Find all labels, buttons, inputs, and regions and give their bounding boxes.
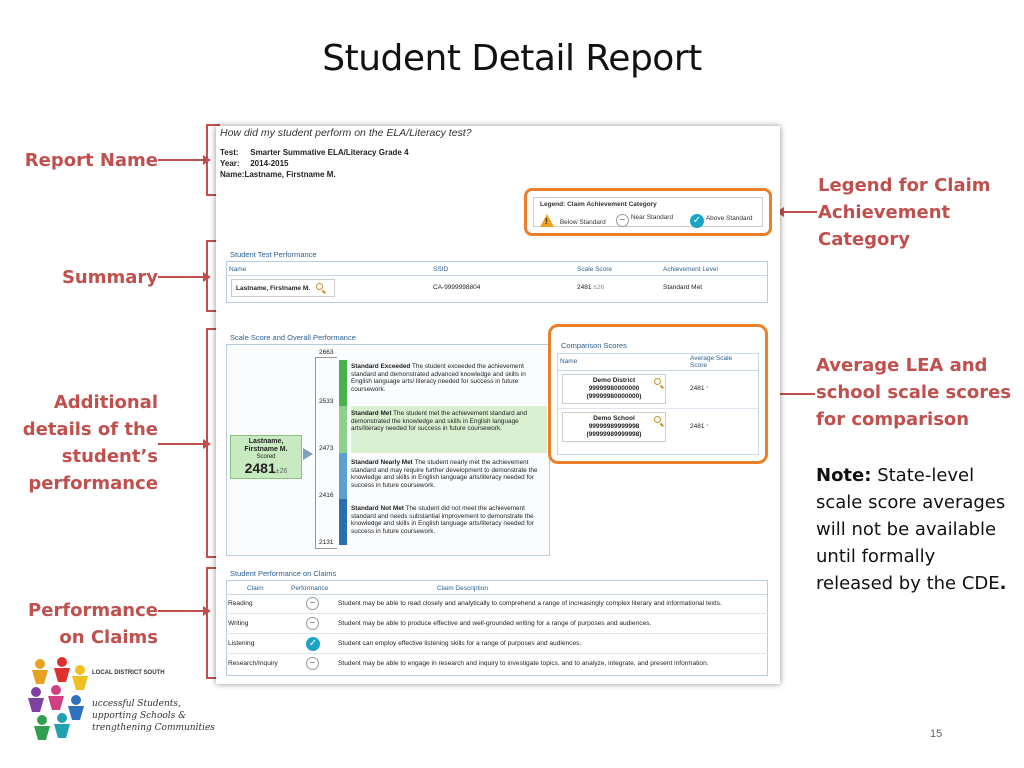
report-question: How did my student perform on the ELA/Literacy test? xyxy=(220,127,472,139)
claim-description: Student can employ effective listening skills for a range of purposes and audiences. xyxy=(338,640,582,647)
note-label: Note: xyxy=(816,465,872,486)
callout-legend-line2: Achievement xyxy=(818,202,951,223)
scale-title: Scale Score and Overall Performance xyxy=(230,333,356,342)
logo-tag-1: uccessful Students, xyxy=(92,699,181,709)
callout-legend-line1: Legend for Claim xyxy=(818,175,991,196)
summary-score-value: 2481 xyxy=(577,284,592,291)
marker-score: 2481 xyxy=(244,460,276,476)
level-exceeded xyxy=(351,363,547,393)
level-met-text: The student met the achievement standard and demonstrated the knowledge and skills in English language arts/literacy needed for success in future coursework. xyxy=(351,410,528,432)
school-id: 99999989999998 xyxy=(588,423,640,430)
claims-header-description: Claim Description xyxy=(437,585,488,592)
legend-title: Legend: Claim Achievement Category xyxy=(540,201,657,208)
comparison-header-name: Name xyxy=(560,358,578,365)
note-text: State-level scale score averages will not be available until formally released by the CDE xyxy=(816,465,1006,594)
comparison-header-avg: Average Scale Score xyxy=(690,355,733,369)
claim-description: Student may be able to produce effective and well-grounded writing for a range of purposes and audiences. xyxy=(338,620,652,627)
summary-ssid: CA-9999998804 xyxy=(433,284,481,291)
level-met-name: Standard Met xyxy=(351,410,392,417)
magnify-icon xyxy=(316,283,323,290)
comparison-school[interactable] xyxy=(562,412,666,442)
school-score-mark: * xyxy=(706,424,709,430)
callout-average xyxy=(816,352,1011,433)
summary-level: Standard Met xyxy=(663,284,703,291)
callout-additional-line1: Additional xyxy=(53,392,158,413)
legend-above xyxy=(690,214,752,228)
summary-name-text: Lastname, Firstname M. xyxy=(236,285,311,292)
test-value: Smarter Summative ELA/Literacy Grade 4 xyxy=(250,148,409,157)
magnify-icon xyxy=(654,416,661,423)
school-id-paren: (99999989999998) xyxy=(586,431,642,438)
callout-average-line3: for comparison xyxy=(816,409,970,430)
claims-header-performance: Performance xyxy=(291,585,329,592)
warning-icon: ! xyxy=(540,214,554,227)
school-score xyxy=(690,423,708,430)
near-standard-icon: – xyxy=(306,597,319,610)
district-id: 99999980000000 xyxy=(588,385,640,392)
district-logo xyxy=(26,656,226,746)
callout-average-line2: school scale scores xyxy=(816,382,1012,403)
claims-header-claim: Claim xyxy=(247,585,264,592)
scale-chart xyxy=(226,344,550,556)
arrow-additional xyxy=(158,443,204,445)
name-label: Name: xyxy=(220,170,245,179)
student-score-marker xyxy=(230,435,302,479)
near-standard-icon: – xyxy=(306,617,319,630)
claim-name: Writing xyxy=(228,620,249,627)
tick-2416: 2416 xyxy=(319,492,334,499)
callout-claims xyxy=(28,597,158,651)
callout-additional-line4: performance xyxy=(28,473,158,494)
marker-scored: Scored xyxy=(256,454,276,460)
claim-name: Research/Inquiry xyxy=(228,660,278,667)
claims-title: Student Performance on Claims xyxy=(230,569,337,578)
callout-claims-line2: on Claims xyxy=(59,627,158,648)
bar-not-met xyxy=(339,499,347,545)
name-value: Lastname, Firstname M. xyxy=(244,170,336,179)
above-standard-icon: ✓ xyxy=(306,637,320,651)
logo-org: LOCAL DISTRICT SOUTH xyxy=(92,670,165,676)
level-nearly-name: Standard Nearly Met xyxy=(351,459,413,466)
tick-2131: 2131 xyxy=(319,539,334,546)
legend-near-label: Near Standard xyxy=(630,214,674,221)
level-not-met-text: The student did not meet the achievement standard and needs substantial improvement to demonstrate the knowledge and skills in English language arts/literacy needed for success in future coursework. xyxy=(351,505,534,535)
district-id-paren: (99999980000000) xyxy=(586,393,642,400)
comparison-district[interactable] xyxy=(562,374,666,404)
logo-tag-3: trengthening Communities xyxy=(92,723,215,733)
note-end: . xyxy=(999,573,1007,594)
slide-title: Student Detail Report xyxy=(322,38,702,79)
district-score xyxy=(690,385,708,392)
magnify-icon xyxy=(654,378,661,385)
summary-score-err: ±26 xyxy=(593,284,605,291)
arrow-legend xyxy=(783,211,817,213)
callout-additional xyxy=(23,389,158,497)
bar-exceeded xyxy=(339,360,347,406)
legend-near xyxy=(616,214,673,227)
district-score-mark: * xyxy=(706,386,709,392)
claim-row-writing xyxy=(226,614,768,634)
test-label: Test: xyxy=(220,148,239,157)
claim-name: Listening xyxy=(228,640,255,647)
year-value: 2014-2015 xyxy=(250,159,289,168)
report-meta xyxy=(220,147,409,180)
comparison-scores xyxy=(548,324,768,464)
level-not-met xyxy=(351,505,547,535)
school-name: Demo School xyxy=(593,415,635,422)
summary-header-level: Achievement Level xyxy=(663,266,718,273)
callout-summary: Summary xyxy=(61,267,158,288)
level-exceeded-text: The student exceeded the achievement standard and demonstrated advanced knowledge and skills in English language arts/ literacy needed for success in future coursework. xyxy=(351,363,526,393)
claim-description: Student may be able to read closely and analytically to comprehend a range of increasingly complex literary and informational texts. xyxy=(338,600,722,607)
claim-row-research xyxy=(226,654,768,674)
tick-2473: 2473 xyxy=(319,445,334,452)
arrow-report-name xyxy=(158,159,204,161)
arrow-summary xyxy=(158,276,204,278)
marker-student-name: Lastname, Firstname M. xyxy=(244,438,288,453)
marker-err: ±26 xyxy=(275,468,288,475)
tick-2533: 2533 xyxy=(319,398,334,405)
page-number: 15 xyxy=(930,728,943,740)
near-standard-icon: – xyxy=(306,657,319,670)
legend-below xyxy=(540,214,606,229)
bar-met xyxy=(339,406,347,453)
note xyxy=(816,462,1016,597)
bar-nearly xyxy=(339,453,347,499)
arrow-claims xyxy=(158,610,204,612)
near-standard-icon: – xyxy=(616,214,629,227)
summary-header-name: Name xyxy=(229,266,247,273)
legend-below-label: Below Standard xyxy=(559,219,606,226)
year-label: Year: xyxy=(220,159,240,168)
tick-2663: 2663 xyxy=(319,349,334,356)
claim-description: Student may be able to engage in research and inquiry to investigate topics, and to analyze, integrate, and present information. xyxy=(338,660,709,667)
logo-tagline xyxy=(92,698,215,734)
summary-score xyxy=(577,284,604,291)
summary-title: Student Test Performance xyxy=(230,250,317,259)
claim-row-listening xyxy=(226,634,768,654)
claim-name: Reading xyxy=(228,600,253,607)
school-score-value: 2481 xyxy=(690,423,705,430)
summary-table xyxy=(226,261,768,303)
callout-legend xyxy=(818,172,991,253)
summary-student-name[interactable] xyxy=(231,279,335,297)
level-nearly-text: The student nearly met the achievement standard and may require further development to demonstrate the knowledge and skills in English language arts/literacy needed for success in future coursework. xyxy=(351,459,538,489)
district-name: Demo District xyxy=(592,377,636,384)
level-not-met-name: Standard Not Met xyxy=(351,505,404,512)
level-nearly xyxy=(351,459,547,489)
callout-legend-line3: Category xyxy=(818,229,911,250)
callout-additional-line2: details of the xyxy=(22,419,158,440)
callout-claims-line1: Performance xyxy=(28,600,158,621)
above-standard-icon: ✓ xyxy=(690,214,704,228)
callout-average-line1: Average LEA and xyxy=(816,355,988,376)
claim-legend xyxy=(524,188,772,236)
legend-above-label: Above Standard xyxy=(705,215,753,222)
callout-report-name: Report Name xyxy=(24,150,158,171)
logo-tag-2: upporting Schools & xyxy=(92,711,187,721)
level-exceeded-name: Standard Exceeded xyxy=(351,363,411,370)
callout-additional-line3: student’s xyxy=(61,446,158,467)
people-logo-icon xyxy=(26,656,92,746)
comparison-title: Comparison Scores xyxy=(561,341,627,350)
district-score-value: 2481 xyxy=(690,385,705,392)
claim-row-reading xyxy=(226,594,768,614)
summary-header-score: Scale Score xyxy=(577,266,613,273)
level-met xyxy=(351,410,547,433)
summary-header-ssid: SSID xyxy=(433,266,449,273)
